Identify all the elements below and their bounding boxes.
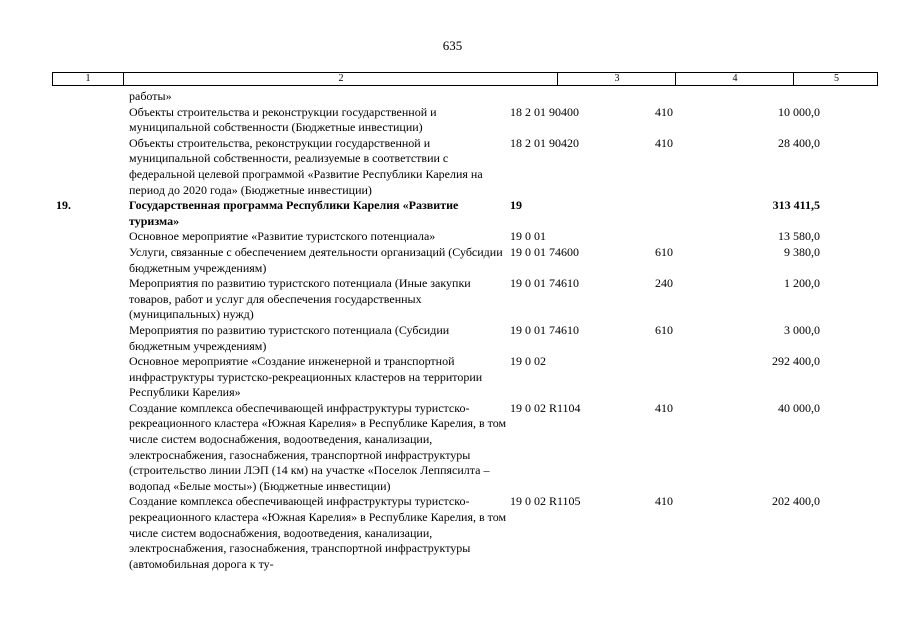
row-number [0, 89, 129, 105]
row-expense-type: 610 [655, 322, 673, 337]
row-sum [711, 89, 820, 105]
row-code: 19 0 02 [510, 354, 546, 369]
row-expense-type: 410 [655, 104, 673, 119]
row-sum: 10 000,0 [778, 104, 820, 119]
row-sum: 40 000,0 [778, 400, 820, 415]
row-expense-type: 410 [655, 400, 673, 415]
row-code: 19 0 01 [510, 229, 546, 244]
row-number [0, 276, 129, 323]
table-row [0, 354, 905, 401]
row-expense-type [617, 89, 711, 105]
row-expense-type [617, 354, 711, 401]
table-body [0, 89, 905, 572]
row-sum: 202 400,0 [772, 494, 820, 509]
row-code [510, 89, 617, 105]
row-number [0, 136, 129, 198]
table-row [0, 105, 905, 136]
row-sum: 313 411,5 [772, 198, 820, 213]
row-sum: 292 400,0 [772, 354, 820, 369]
row-code: 19 0 01 74610 [510, 276, 579, 291]
row-code: 19 0 02 R1105 [510, 494, 581, 509]
row-name: Мероприятия по развитию туристского потенциала (Иные закупки товаров, работ и услуг для обеспечения государственных (муниципальных) нужд) [129, 276, 471, 322]
table-row [0, 89, 905, 105]
header-col-2: 2 [123, 73, 558, 85]
table-row [0, 323, 905, 354]
row-name: Объекты строительства, реконструкции государственной и муниципальной собственности, реализуемые в соответствии с федеральной целевой программой «Развитие Республики Карелия на период до 2020 года» (Бюджетные инвестиции) [129, 135, 483, 197]
row-expense-type [617, 229, 711, 245]
row-number [0, 245, 129, 276]
table-row [0, 494, 905, 572]
table-row [0, 401, 905, 495]
row-name: Государственная программа Республики Карелия «Развитие туризма» [129, 198, 459, 228]
row-name: Основное мероприятие «Создание инженерной и транспортной инфраструктуры туристско-рекреационных кластеров на территории Республики Карелия» [129, 354, 483, 400]
table-row [0, 276, 905, 323]
row-sum: 28 400,0 [778, 135, 820, 150]
row-name: Мероприятия по развитию туристского потенциала (Субсидии бюджетным учреждениям) [129, 322, 450, 353]
row-sum: 13 580,0 [778, 229, 820, 244]
row-sum: 3 000,0 [784, 322, 820, 337]
row-expense-type: 410 [655, 494, 673, 509]
row-number [0, 105, 129, 136]
row-number [0, 229, 129, 245]
row-code: 19 0 01 74610 [510, 322, 579, 337]
row-number [0, 354, 129, 401]
row-code: 19 0 02 R1104 [510, 400, 581, 415]
table-row-program [0, 198, 905, 229]
row-code: 19 [510, 198, 522, 213]
row-name: Создание комплекса обеспечивающей инфраструктуры туристско-рекреационного кластера «Южная Карелия» в Республике Карелия, в том числе систем водоснабжения, водоотведения, канализации, электроснабжения, газоснабжения, транспортной инфраструктуры (строительство линии ЛЭП (14 км) на участке «Поселок Леппясилта – водопад «Белые мосты») (Бюджетные инвестиции) [129, 400, 507, 493]
row-name: работы» [129, 89, 172, 103]
row-sum: 9 380,0 [784, 244, 820, 259]
table-row [0, 245, 905, 276]
row-number: 19. [56, 198, 71, 213]
table-row [0, 229, 905, 245]
row-name: Услуги, связанные с обеспечением деятельности организаций (Субсидии бюджетным учреждениям) [129, 244, 503, 275]
table-header [52, 72, 878, 86]
page-number: 635 [442, 38, 463, 53]
header-col-1: 1 [85, 73, 91, 84]
row-code: 19 0 01 74600 [510, 244, 579, 259]
row-code: 18 2 01 90400 [510, 104, 579, 119]
row-number [0, 494, 129, 572]
row-expense-type: 610 [655, 244, 673, 259]
header-col-4: 4 [675, 73, 794, 85]
row-name: Объекты строительства и реконструкции государственной и муниципальной собственности (Бюджетные инвестиции) [129, 104, 437, 135]
row-expense-type [617, 198, 711, 229]
row-expense-type: 240 [655, 276, 673, 291]
row-sum: 1 200,0 [784, 276, 820, 291]
row-number [0, 323, 129, 354]
table-row [0, 136, 905, 198]
header-col-5: 5 [793, 73, 879, 85]
row-name: Основное мероприятие «Развитие туристского потенциала» [129, 229, 436, 244]
header-col-3: 3 [557, 73, 676, 85]
row-expense-type: 410 [655, 135, 673, 150]
row-code: 18 2 01 90420 [510, 135, 579, 150]
row-number [0, 401, 129, 495]
row-name: Создание комплекса обеспечивающей инфраструктуры туристско-рекреационного кластера «Южная Карелия» в Республике Карелия, в том числе систем водоснабжения, водоотведения, канализации, электроснабжения, газоснабжения, транспортной инфраструктуры (автомобильная дорога к ту- [129, 494, 507, 571]
